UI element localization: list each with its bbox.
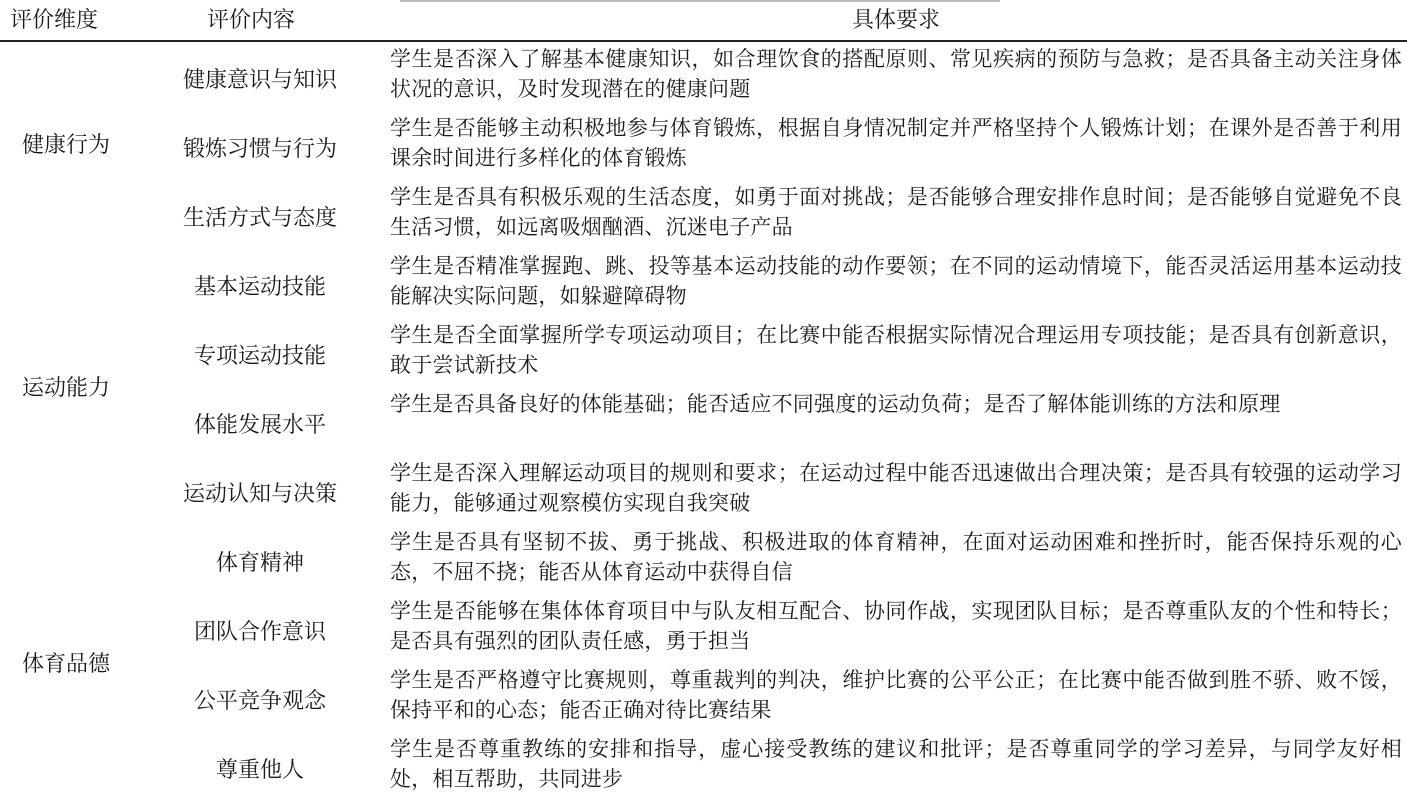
table-row [0, 665, 1407, 733]
table-row [0, 596, 1407, 664]
table-row [0, 113, 1407, 181]
row-item: 运动认知与决策 [182, 481, 337, 507]
row-item: 尊重他人 [215, 757, 304, 783]
row-requirement: 学生是否深入了解基本健康知识，如合理饮食的搭配原则、常见疾病的预防与急救；是否具备主动关注身体状况的意识，及时发现潜在的健康问题 [390, 47, 1402, 101]
table-row [0, 251, 1407, 319]
row-item: 团队合作意识 [193, 619, 326, 645]
row-requirement: 学生是否具有积极乐观的生活态度，如勇于面对挑战；是否能够合理安排作息时间；是否能够自觉避免不良生活习惯，如远离吸烟酗酒、沉迷电子产品 [390, 185, 1402, 239]
header-rule [0, 40, 1407, 42]
row-requirement: 学生是否深入理解运动项目的规则和要求；在运动过程中能否迅速做出合理决策；是否具有较强的运动学习能力，能够通过观察模仿实现自我突破 [390, 461, 1402, 515]
table-row [0, 458, 1407, 526]
row-requirement: 学生是否全面掌握所学专项运动项目；在比赛中能否根据实际情况合理运用专项技能；是否具有创新意识，敢于尝试新技术 [390, 323, 1402, 377]
category-health-behavior: 健康行为 [22, 133, 111, 158]
row-item: 健康意识与知识 [182, 67, 337, 93]
row-requirement: 学生是否尊重教练的安排和指导，虚心接受教练的建议和批评；是否尊重同学的学习差异，与同学友好相处，相互帮助，共同进步 [390, 737, 1402, 791]
category-sports-morality: 体育品德 [22, 652, 111, 677]
table-header [0, 0, 1407, 40]
row-item: 生活方式与态度 [182, 205, 337, 231]
row-requirement: 学生是否严格遵守比赛规则，尊重裁判的判决，维护比赛的公平公正；在比赛中能否做到胜不骄、败不馁，保持平和的心态；能否正确对待比赛结果 [390, 668, 1402, 722]
row-requirement: 学生是否能够主动积极地参与体育锻炼，根据自身情况制定并严格坚持个人锻炼计划；在课外是否善于利用课余时间进行多样化的体育锻炼 [390, 116, 1402, 170]
row-requirement: 学生是否具有坚韧不拔、勇于挑战、积极进取的体育精神，在面对运动困难和挫折时，能否保持乐观的心态，不屈不挠；能否从体育运动中获得自信 [390, 530, 1402, 584]
row-requirement: 学生是否精准掌握跑、跳、投等基本运动技能的动作要领；在不同的运动情境下，能否灵活运用基本运动技能解决实际问题，如躲避障碍物 [390, 254, 1402, 308]
row-item: 专项运动技能 [193, 343, 326, 369]
header-content: 评价内容 [207, 8, 296, 33]
category-motor-ability: 运动能力 [22, 376, 111, 401]
row-item: 锻炼习惯与行为 [182, 136, 337, 162]
table-row [0, 734, 1407, 802]
row-requirement: 学生是否具备良好的体能基础；能否适应不同强度的运动负荷；是否了解体能训练的方法和原理 [390, 392, 1281, 416]
table-row [0, 182, 1407, 250]
table-row [0, 527, 1407, 595]
row-item: 公平竞争观念 [193, 688, 326, 714]
header-dimension: 评价维度 [10, 8, 99, 33]
row-item: 基本运动技能 [193, 274, 326, 300]
table-row [0, 389, 1407, 457]
table-row [0, 320, 1407, 388]
table-row [0, 44, 1407, 112]
row-requirement: 学生是否能够在集体体育项目中与队友相互配合、协同作战，实现团队目标；是否尊重队友的个性和特长；是否具有强烈的团队责任感，勇于担当 [390, 599, 1402, 653]
row-item: 体能发展水平 [193, 412, 326, 438]
header-requirement: 具体要求 [851, 8, 940, 33]
row-item: 体育精神 [215, 550, 304, 576]
